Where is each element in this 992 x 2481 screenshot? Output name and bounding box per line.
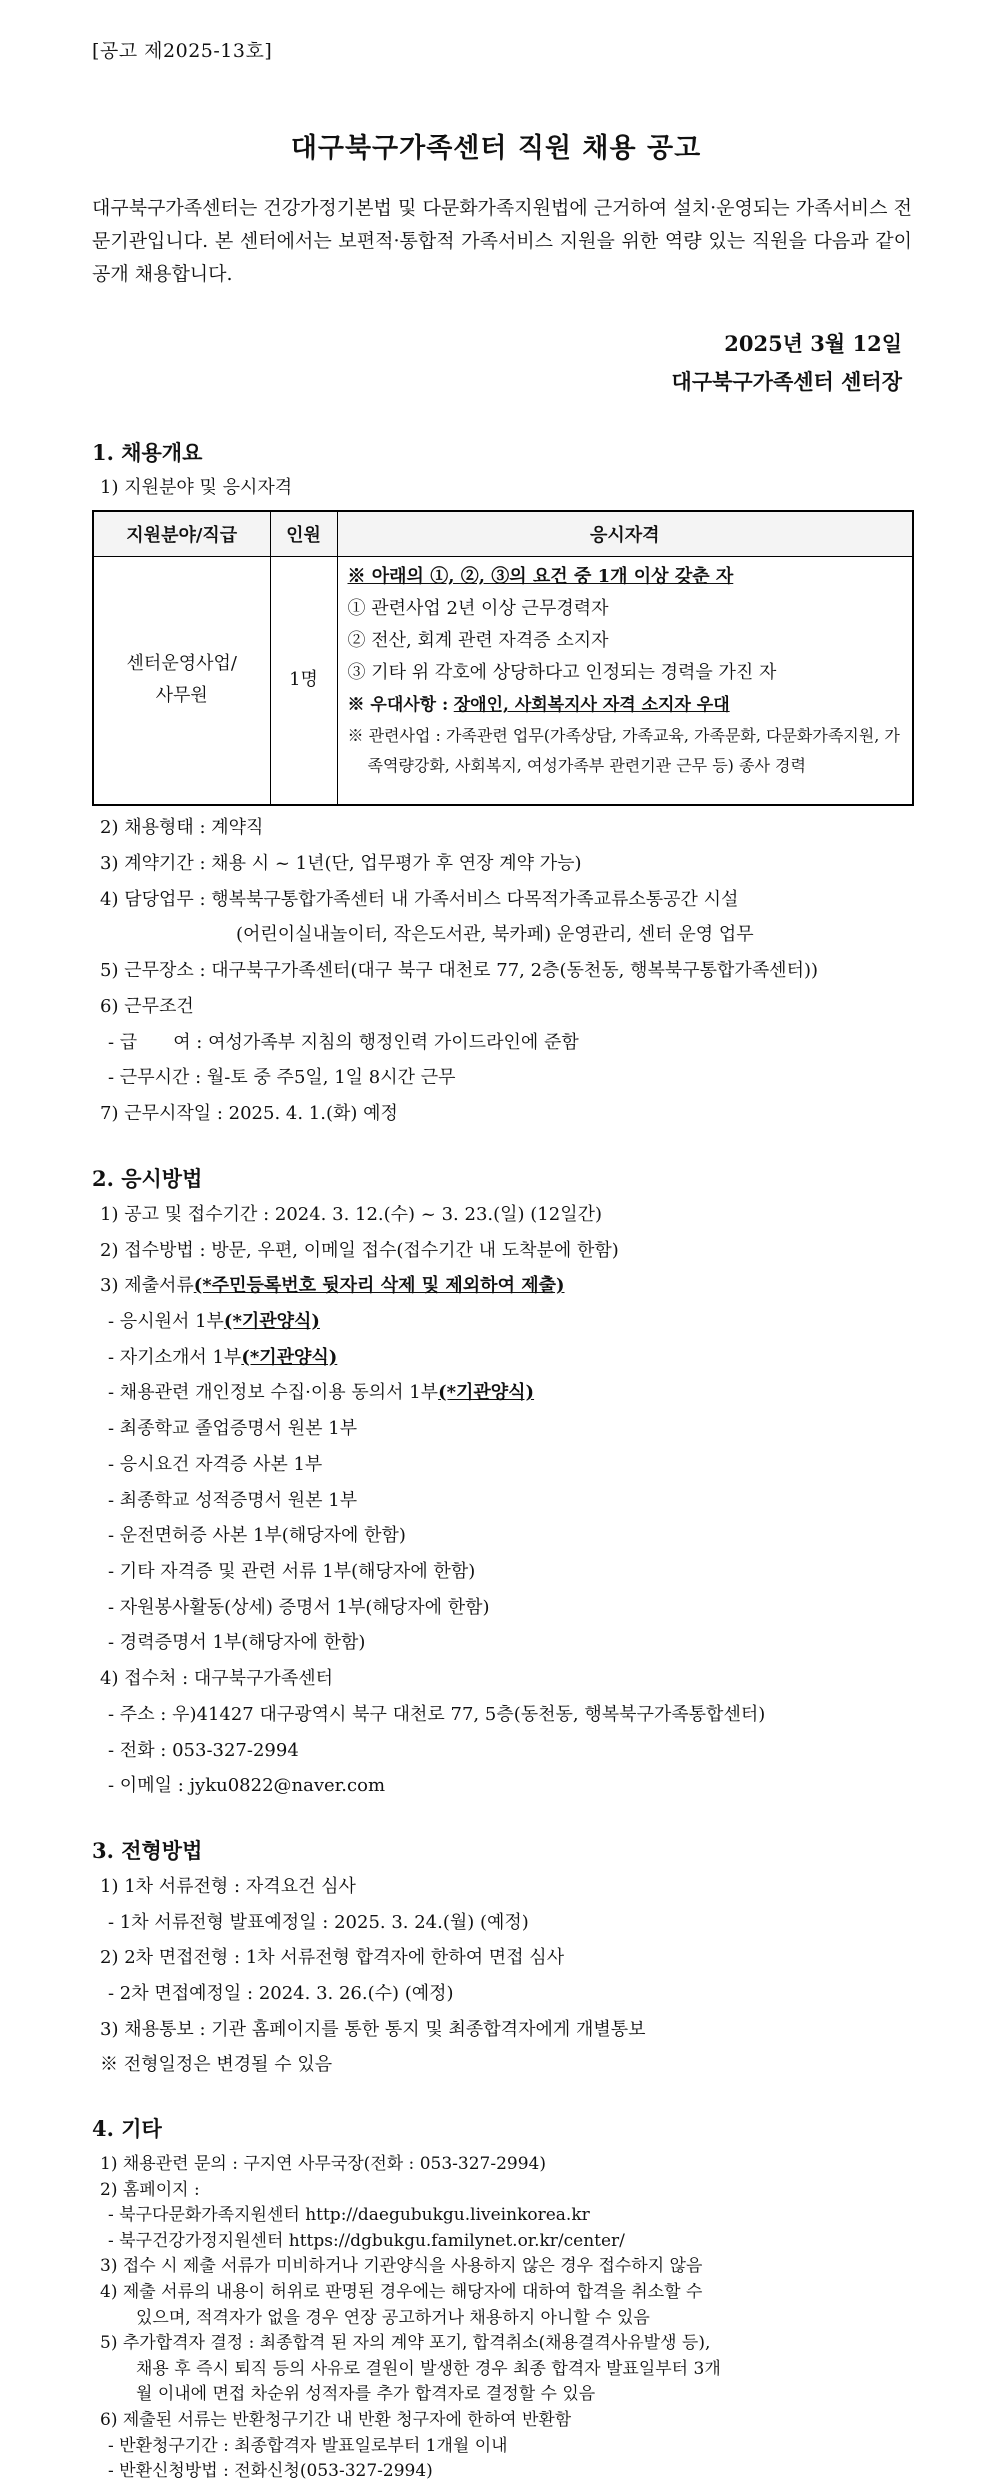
preference-line: ※ 우대사항 : 장애인, 사회복지사 자격 소지자 우대 xyxy=(347,695,730,715)
intro-paragraph: 대구북구가족센터는 건강가정기본법 및 다문화가족지원법에 근거하여 설치·운영되는 가족서비스 전문기관입니다. 본 센터에서는 보편적·통합적 가족서비스 지원을 위한 역량 있는 직원을 다음과 같이 공개 채용합니다. xyxy=(92,197,912,285)
qualification-item: ③ 기타 위 각호에 상당하다고 인정되는 경력을 가진 자 xyxy=(347,662,777,683)
doc-item: - 응시원서 1부(*기관양식) xyxy=(108,1311,320,1332)
selection-line: - 2차 면접예정일 : 2024. 3. 26.(수) (예정) xyxy=(108,1983,454,2004)
etc-line: 6) 제출된 서류는 반환청구기간 내 반환 청구자에 한하여 반환함 xyxy=(100,2410,572,2430)
etc-line: 1) 채용관련 문의 : 구지연 사무국장(전화 : 053-327-2994) xyxy=(100,2154,546,2174)
related-business-note: ※ 관련사업 : 가족관련 업무(가족상담, 가족교육, 가족문화, 다문화가족지원, 가족역량강화, 사회복지, 여성가족부 관련기관 근무 등) 종사 경력 xyxy=(347,726,900,775)
qualification-item: ① 관련사업 2년 이상 근무경력자 xyxy=(347,598,609,619)
selection-line: 1) 1차 서류전형 : 자격요건 심사 xyxy=(100,1876,356,1897)
reception: 4) 접수처 : 대구북구가족센터 xyxy=(100,1668,333,1689)
work-conditions: 6) 근무조건 xyxy=(100,996,194,1017)
doc-item: - 채용관련 개인정보 수집·이용 동의서 1부(*기관양식) xyxy=(108,1382,535,1403)
start-date: 7) 근무시작일 : 2025. 4. 1.(화) 예정 xyxy=(100,1103,398,1124)
employment-type: 2) 채용형태 : 계약직 xyxy=(100,817,264,838)
etc-line: 2) 홈페이지 : xyxy=(100,2179,200,2200)
etc-line: 있으며, 적격자가 없을 경우 연장 공고하거나 채용하지 아니할 수 있음 xyxy=(136,2307,650,2328)
contact-address: - 주소 : 우)41427 대구광역시 북구 대천로 77, 5층(동천동, 행복북구가족통합센터) xyxy=(108,1704,766,1725)
section-4-title: 4. 기타 xyxy=(92,2116,162,2141)
table-cell-qualification xyxy=(337,557,913,805)
selection-note: ※ 전형일정은 변경될 수 있음 xyxy=(100,2054,333,2075)
contact-phone: - 전화 : 053-327-2994 xyxy=(108,1740,299,1761)
contract-period: 3) 계약기간 : 채용 시 ~ 1년(단, 업무평가 후 연장 계약 가능) xyxy=(100,853,582,874)
section-1-title: 1. 채용개요 xyxy=(92,440,203,465)
signer: 대구북구가족센터 센터장 xyxy=(671,369,902,394)
section-2-title: 2. 응시방법 xyxy=(92,1166,203,1191)
application-period: 1) 공고 및 접수기간 : 2024. 3. 12.(수) ~ 3. 23.(일) (12일간) xyxy=(100,1204,602,1225)
etc-line: 5) 추가합격자 결정 : 최종합격 된 자의 계약 포기, 합격취소(채용결격사유발생 등), xyxy=(100,2333,711,2354)
work-location: 5) 근무장소 : 대구북구가족센터(대구 북구 대천로 77, 2층(동천동, 행복북구통합가족센터)) xyxy=(100,960,819,981)
table-header-qualification: 응시자격 xyxy=(337,511,913,557)
etc-line: 4) 제출 서류의 내용이 허위로 판명된 경우에는 해당자에 대하여 합격을 취소할 수 xyxy=(100,2282,703,2302)
etc-line: - 반환신청방법 : 전화신청(053-327-2994) xyxy=(108,2461,433,2481)
doc-item: - 경력증명서 1부(해당자에 한함) xyxy=(108,1632,366,1653)
table-cell-count: 1명 xyxy=(270,557,337,805)
salary: - 급 여 : 여성가족부 지침의 행정인력 가이드라인에 준함 xyxy=(108,1032,579,1053)
section-1-sub1: 1) 지원분야 및 응시자격 xyxy=(100,477,293,498)
homepage-link[interactable]: - 북구다문화가족지원센터 http://daegubukgu.liveinkorea.kr xyxy=(108,2205,590,2226)
table-cell-field: 센터운영사업/ 사무원 xyxy=(93,557,270,805)
table-header-field: 지원분야/직급 xyxy=(93,511,270,557)
required-documents: 3) 제출서류(*주민등록번호 뒷자리 삭제 및 제외하여 제출) xyxy=(100,1275,565,1296)
doc-item: - 기타 자격증 및 관련 서류 1부(해당자에 한함) xyxy=(108,1561,476,1582)
qualification-title: ※ 아래의 ①, ②, ③의 요건 중 1개 이상 갖춘 자 xyxy=(347,566,734,587)
work-hours: - 근무시간 : 월-토 중 주5일, 1일 8시간 근무 xyxy=(108,1067,456,1088)
selection-line: 3) 채용통보 : 기관 홈페이지를 통한 통지 및 최종합격자에게 개별통보 xyxy=(100,2019,646,2040)
notice-date: 2025년 3월 12일 xyxy=(724,331,902,356)
application-method: 2) 접수방법 : 방문, 우편, 이메일 접수(접수기간 내 도착분에 한함) xyxy=(100,1240,619,1261)
doc-item: - 최종학교 성적증명서 원본 1부 xyxy=(108,1490,358,1511)
qualification-table xyxy=(92,510,914,806)
etc-line: 월 이내에 면접 차순위 성적자를 추가 합격자로 결정할 수 있음 xyxy=(136,2384,596,2405)
doc-item: - 응시요건 자격증 사본 1부 xyxy=(108,1454,323,1475)
duties-cont: (어린이실내놀이터, 작은도서관, 북카페) 운영관리, 센터 운영 업무 xyxy=(236,924,754,945)
etc-line: - 반환청구기간 : 최종합격자 발표일로부터 1개월 이내 xyxy=(108,2435,508,2456)
duties: 4) 담당업무 : 행복북구통합가족센터 내 가족서비스 다목적가족교류소통공간 시설 xyxy=(100,889,739,910)
doc-item: - 자원봉사활동(상세) 증명서 1부(해당자에 한함) xyxy=(108,1597,490,1618)
doc-item: - 자기소개서 1부(*기관양식) xyxy=(108,1347,338,1368)
page-title: 대구북구가족센터 직원 채용 공고 xyxy=(290,133,702,164)
homepage-link[interactable]: - 북구건강가정지원센터 https://dgbukgu.familynet.or.kr/center/ xyxy=(108,2230,625,2251)
table-header-count: 인원 xyxy=(270,511,337,557)
selection-line: 2) 2차 면접전형 : 1차 서류전형 합격자에 한하여 면접 심사 xyxy=(100,1947,565,1968)
etc-line: 채용 후 즉시 퇴직 등의 사유로 결원이 발생한 경우 최종 합격자 발표일부터 3개 xyxy=(136,2358,721,2379)
etc-line: 3) 접수 시 제출 서류가 미비하거나 기관양식을 사용하지 않은 경우 접수하지 않음 xyxy=(100,2256,703,2277)
qualification-item: ② 전산, 회계 관련 자격증 소지자 xyxy=(347,630,609,651)
contact-email: - 이메일 : jyku0822@naver.com xyxy=(108,1775,386,1796)
selection-line: - 1차 서류전형 발표예정일 : 2025. 3. 24.(월) (예정) xyxy=(108,1912,529,1933)
doc-item: - 최종학교 졸업증명서 원본 1부 xyxy=(108,1418,358,1439)
doc-item: - 운전면허증 사본 1부(해당자에 한함) xyxy=(108,1525,406,1546)
notice-number: [공고 제2025-13호] xyxy=(92,40,273,62)
section-3-title: 3. 전형방법 xyxy=(92,1838,203,1863)
